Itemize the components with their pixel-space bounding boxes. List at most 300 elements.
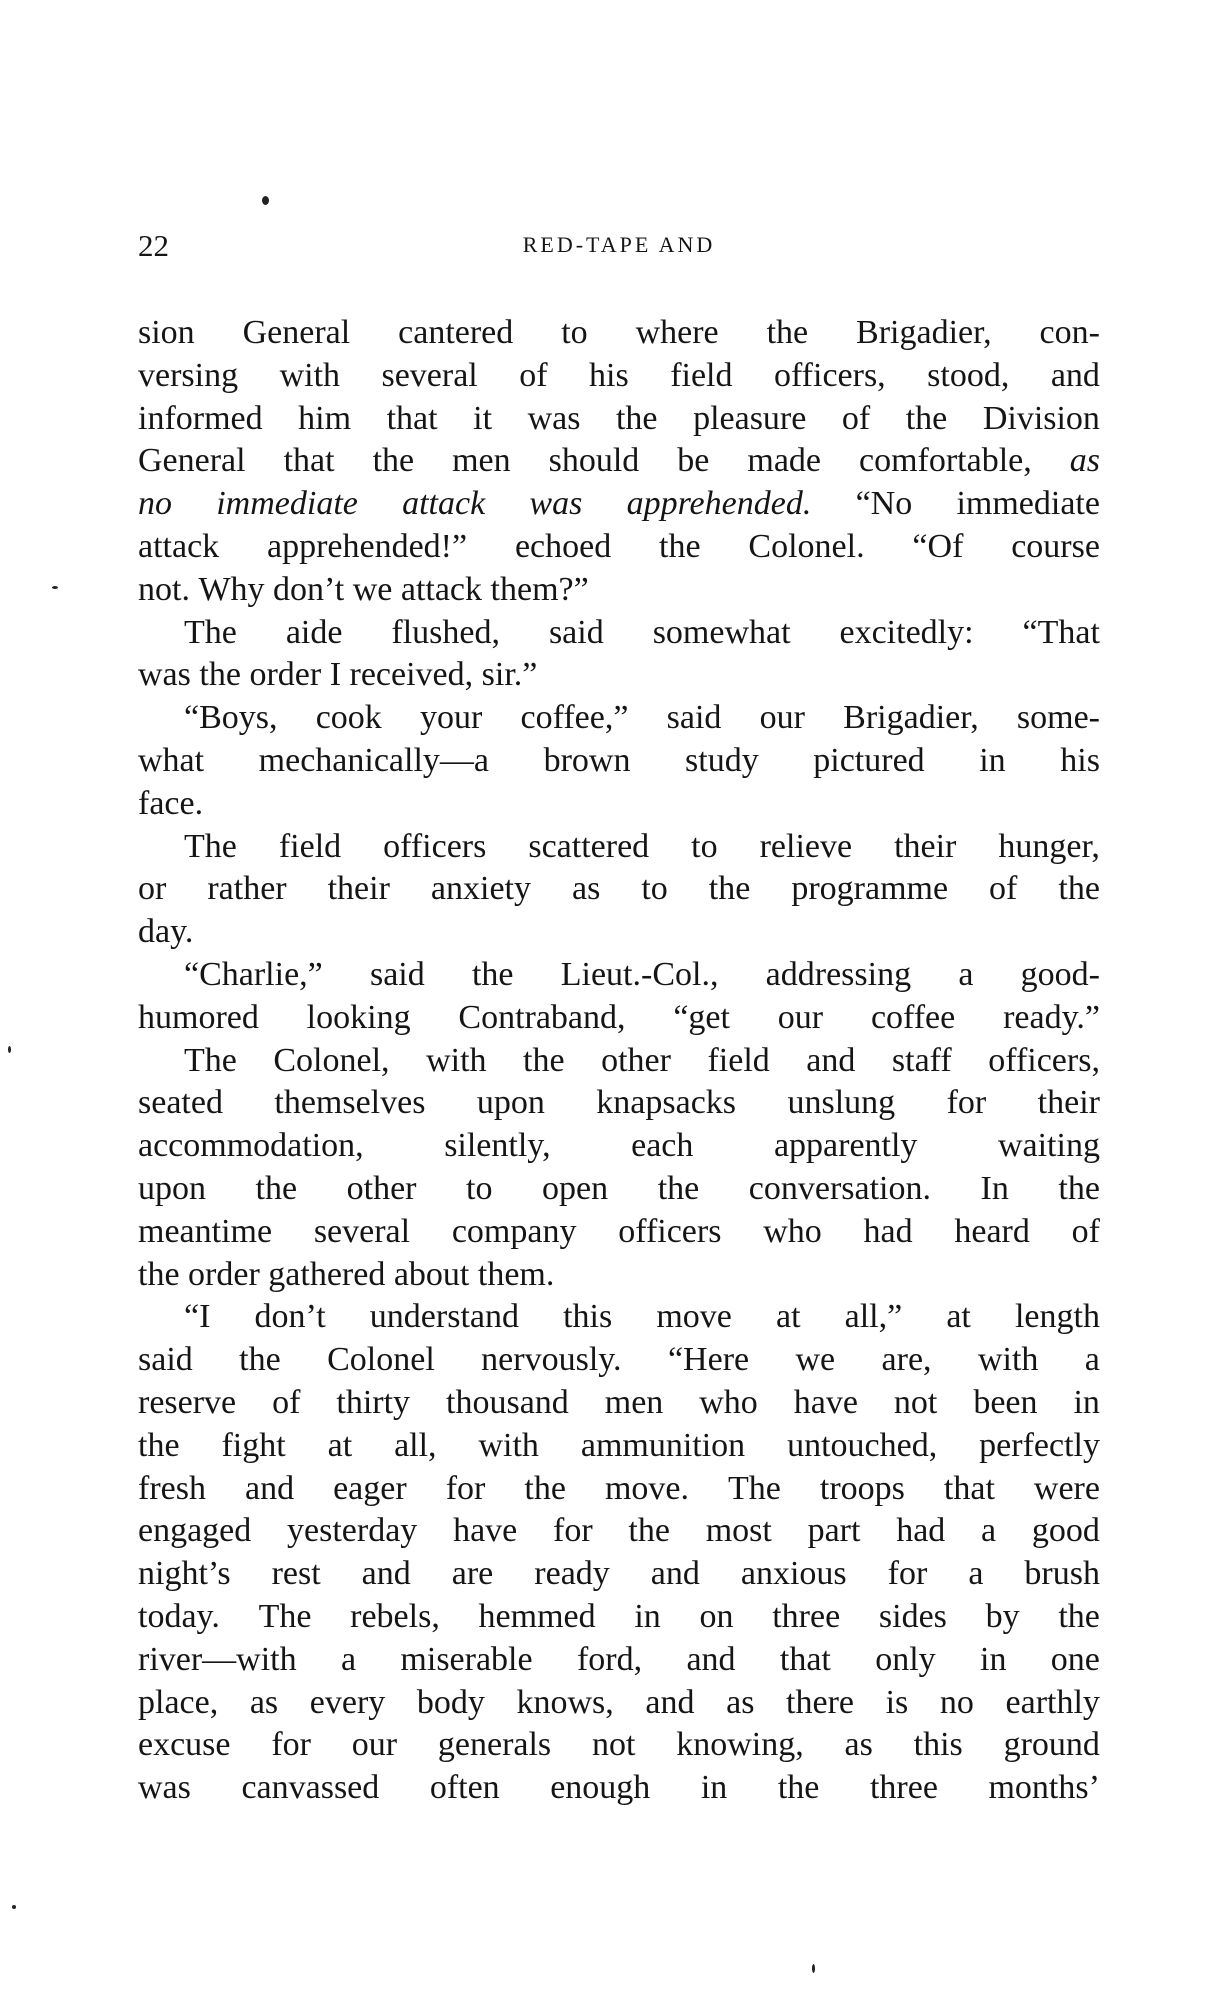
word: the: [471, 955, 514, 993]
word: for: [887, 1555, 928, 1593]
word: three: [772, 1597, 841, 1635]
word: said: [138, 1341, 193, 1379]
word: where: [635, 314, 719, 351]
word: as: [1069, 442, 1100, 480]
word: hunger,: [998, 827, 1100, 865]
text-line: [138, 997, 1100, 1040]
word: and: [1050, 356, 1100, 394]
word: stood,: [927, 356, 1010, 394]
word: of: [1071, 1212, 1100, 1250]
word: Brigadier,: [843, 699, 979, 737]
word: fight: [221, 1426, 286, 1464]
word: men: [452, 442, 511, 480]
word: to: [641, 870, 668, 908]
word: the: [766, 314, 809, 351]
word: this: [563, 1298, 613, 1336]
word: brush: [1024, 1555, 1100, 1593]
word: immediate: [956, 485, 1100, 523]
word: anxiety: [430, 870, 531, 908]
word: was: [138, 1769, 191, 1807]
word: “I: [184, 1298, 211, 1336]
word: several: [381, 356, 478, 394]
word: about: [393, 1255, 470, 1293]
word: several: [313, 1212, 411, 1250]
word: good: [1031, 1512, 1100, 1550]
word: other: [346, 1169, 417, 1207]
word: unslung: [787, 1084, 896, 1122]
word: ammunition: [580, 1426, 746, 1464]
word: that: [283, 442, 335, 480]
text-line: [138, 1082, 1100, 1125]
word: today.: [138, 1597, 220, 1635]
word: don’t: [273, 570, 345, 608]
word: one: [1050, 1640, 1100, 1678]
text-line: [138, 398, 1100, 441]
word: for: [946, 1084, 987, 1122]
word: Colonel.: [748, 527, 865, 565]
word: said: [548, 613, 604, 651]
word: miserable: [400, 1640, 533, 1678]
word: on: [699, 1597, 734, 1635]
word: the: [1058, 1169, 1100, 1207]
word: field: [670, 356, 733, 394]
word: company: [451, 1212, 577, 1250]
word: of: [272, 1383, 301, 1421]
word: river—with: [138, 1640, 297, 1678]
word: a: [958, 955, 974, 993]
word: our: [777, 998, 824, 1036]
word: canvassed: [241, 1769, 380, 1807]
word: Lieut.-Col.,: [560, 955, 719, 993]
word: to: [691, 827, 718, 865]
page-number: 22: [138, 228, 169, 263]
word: pleasure: [693, 399, 807, 437]
text-line: [138, 312, 1100, 355]
word: a: [1084, 1341, 1100, 1379]
word: we: [352, 570, 393, 608]
word: not: [893, 1383, 938, 1421]
word: Colonel: [327, 1341, 435, 1379]
word: con-: [1039, 314, 1100, 351]
word: face.: [138, 784, 204, 822]
word: knows,: [516, 1683, 614, 1721]
word: their: [327, 870, 390, 908]
word: The: [728, 1469, 781, 1507]
text-line: [138, 1724, 1100, 1767]
word: “No: [855, 485, 913, 523]
word: in: [700, 1769, 728, 1807]
word: as: [726, 1683, 755, 1721]
word: that: [943, 1469, 995, 1507]
word: was: [527, 399, 581, 437]
word: was: [138, 656, 191, 694]
word: his: [1060, 741, 1100, 779]
word: them.: [477, 1255, 555, 1293]
word: excitedly:: [839, 613, 974, 651]
word: accommodation,: [138, 1127, 364, 1165]
word: generals: [437, 1726, 552, 1764]
text-line: [138, 1425, 1100, 1468]
word: Why: [198, 570, 265, 608]
word: the: [138, 1255, 180, 1293]
word: each: [631, 1127, 694, 1165]
word: there: [786, 1683, 854, 1721]
text-line: [138, 355, 1100, 398]
word: order: [249, 656, 322, 694]
word: yesterday: [287, 1512, 418, 1550]
word: study: [685, 741, 759, 779]
word: field: [707, 1041, 770, 1079]
word: “Boys,: [184, 699, 278, 737]
word: “get: [673, 998, 730, 1036]
word: and: [244, 1469, 295, 1507]
word: themselves: [274, 1084, 426, 1122]
word: relieve: [759, 827, 853, 865]
word: gathered: [268, 1255, 386, 1293]
word: are: [451, 1555, 494, 1593]
word: somewhat: [652, 613, 791, 651]
word: good-: [1020, 955, 1100, 993]
word: be: [677, 442, 710, 480]
text-line: [138, 697, 1100, 740]
text-line: [138, 483, 1100, 526]
word: meantime: [138, 1212, 273, 1250]
word: no: [939, 1683, 974, 1721]
word: perfectly: [979, 1426, 1100, 1464]
text-line: [138, 1296, 1100, 1339]
word: at: [946, 1298, 971, 1336]
word: staff: [891, 1041, 952, 1079]
word: “Here: [667, 1341, 750, 1379]
text-line: [138, 826, 1100, 869]
word: “Charlie,”: [184, 955, 323, 993]
word: in: [980, 1640, 1007, 1678]
word: length: [1014, 1298, 1100, 1336]
word: body: [416, 1683, 485, 1721]
word: most: [705, 1512, 772, 1550]
word: The: [184, 1041, 237, 1079]
word: men: [604, 1383, 664, 1421]
text-line: [138, 1682, 1100, 1725]
word: at: [327, 1426, 353, 1464]
word: what: [138, 741, 205, 779]
word: not.: [138, 570, 190, 608]
word: our: [351, 1726, 398, 1764]
word: understand: [369, 1298, 519, 1336]
word: the: [523, 1041, 565, 1079]
word: looking: [306, 998, 411, 1036]
word: comfortable,: [859, 442, 1032, 480]
word: General: [242, 314, 351, 351]
word: reserve: [138, 1383, 237, 1421]
word: enough: [550, 1769, 651, 1807]
word: engaged: [138, 1512, 252, 1550]
word: conversation.: [748, 1169, 931, 1207]
running-head: [138, 228, 1100, 268]
word: for: [271, 1726, 311, 1764]
word: course: [1011, 527, 1100, 565]
word: your: [420, 699, 483, 737]
word: cook: [315, 699, 382, 737]
word: Brigadier,: [856, 314, 992, 351]
word: knapsacks: [596, 1084, 737, 1122]
word: often: [429, 1769, 500, 1807]
word: the: [138, 1426, 180, 1464]
text-line: [138, 1767, 1100, 1810]
word: as: [249, 1683, 279, 1721]
text-line: [138, 1040, 1100, 1083]
word: received,: [349, 656, 474, 694]
word: who: [699, 1383, 758, 1421]
word: scattered: [528, 827, 650, 865]
word: rebels,: [350, 1597, 440, 1635]
word: In: [980, 1169, 1009, 1207]
word: rest: [271, 1555, 321, 1593]
word: to: [466, 1169, 493, 1207]
word: upon: [138, 1169, 206, 1207]
word: every: [309, 1683, 386, 1721]
word: eager: [333, 1469, 407, 1507]
word: all,”: [844, 1298, 903, 1336]
word: them?”: [490, 570, 589, 608]
word: apprehended.: [626, 485, 812, 523]
word: “That: [1022, 613, 1100, 651]
ink-speck: [812, 1964, 815, 1973]
word: nervously.: [481, 1341, 622, 1379]
word: our: [759, 699, 805, 737]
word: only: [875, 1640, 936, 1678]
word: said: [369, 955, 425, 993]
word: the: [1058, 870, 1100, 908]
word: The: [184, 827, 237, 865]
text-line: [138, 440, 1100, 483]
running-title: RED-TAPE AND: [522, 232, 716, 257]
word: mechanically—a: [258, 741, 489, 779]
word: this: [913, 1726, 963, 1764]
word: Colonel,: [273, 1041, 390, 1079]
word: of: [841, 399, 871, 437]
word: The: [184, 613, 237, 651]
text-line: [138, 1596, 1100, 1639]
text-line: [138, 1468, 1100, 1511]
word: that: [779, 1640, 831, 1678]
word: excuse: [138, 1726, 231, 1764]
word: fresh: [138, 1469, 206, 1507]
word: the: [255, 1169, 298, 1207]
text-line: [138, 1125, 1100, 1168]
ink-speck: [12, 1905, 16, 1909]
word: the: [239, 1341, 281, 1379]
word: I: [329, 656, 342, 694]
word: and: [686, 1640, 736, 1678]
word: hemmed: [478, 1597, 596, 1635]
word: with: [478, 1426, 539, 1464]
word: ready: [534, 1555, 610, 1593]
text-line: [138, 612, 1100, 655]
word: and: [650, 1555, 700, 1593]
word: humored: [138, 998, 259, 1036]
word: knowing,: [676, 1726, 804, 1764]
text-line: [138, 868, 1100, 911]
word: attack: [400, 570, 483, 608]
word: of: [519, 356, 548, 394]
text-line: [138, 1211, 1100, 1254]
text-line: [138, 1382, 1100, 1425]
text-line: [138, 1510, 1100, 1553]
word: echoed: [514, 527, 612, 565]
word: officers: [618, 1212, 722, 1250]
word: we: [795, 1341, 836, 1379]
word: and: [645, 1683, 695, 1721]
word: move: [656, 1298, 732, 1336]
word: have: [453, 1512, 518, 1550]
word: thousand: [446, 1383, 569, 1421]
text-line: [138, 1254, 1100, 1297]
word: for: [445, 1469, 486, 1507]
word: day.: [138, 913, 194, 951]
ink-speck: [52, 586, 58, 589]
word: some-: [1016, 699, 1100, 737]
word: not: [591, 1726, 636, 1764]
text-line: [138, 740, 1100, 783]
word: sides: [878, 1597, 947, 1635]
word: don’t: [254, 1298, 326, 1336]
word: was: [529, 485, 583, 523]
word: their: [894, 827, 957, 865]
word: night’s: [138, 1555, 231, 1593]
word: officers: [383, 827, 487, 865]
word: as: [844, 1726, 873, 1764]
word: waiting: [997, 1127, 1100, 1165]
word: programme: [791, 870, 949, 908]
word: in: [634, 1597, 661, 1635]
word: seated: [138, 1084, 223, 1122]
ink-speck: [262, 196, 269, 205]
word: aide: [285, 613, 343, 651]
text-line: [138, 911, 1100, 954]
word: informed: [138, 399, 263, 437]
word: General: [138, 442, 246, 480]
word: attack: [138, 527, 220, 565]
word: brown: [543, 741, 631, 779]
word: coffee: [870, 998, 956, 1036]
word: ground: [1003, 1726, 1100, 1764]
word: for: [553, 1512, 593, 1550]
word: the: [777, 1769, 820, 1807]
word: with: [279, 356, 341, 394]
word: at: [775, 1298, 801, 1336]
word: field: [278, 827, 342, 865]
word: move.: [604, 1469, 689, 1507]
word: part: [807, 1512, 861, 1550]
word: made: [747, 442, 822, 480]
word: their: [1037, 1084, 1100, 1122]
word: place,: [138, 1683, 219, 1721]
word: ready.”: [1003, 998, 1100, 1036]
word: cantered: [398, 314, 514, 351]
text-line: [138, 1553, 1100, 1596]
word: the: [615, 399, 658, 437]
text-line: [138, 1639, 1100, 1682]
word: other: [601, 1041, 671, 1079]
word: rather: [207, 870, 287, 908]
word: flushed,: [391, 613, 500, 651]
word: coffee,”: [520, 699, 629, 737]
word: no: [138, 485, 172, 523]
word: the: [905, 399, 948, 437]
word: or: [138, 870, 167, 908]
ink-speck: [8, 1046, 11, 1053]
text-line: [138, 1339, 1100, 1382]
word: officers,: [773, 356, 886, 394]
word: a: [968, 1555, 984, 1593]
word: are,: [881, 1341, 932, 1379]
word: is: [885, 1683, 909, 1721]
word: the: [628, 1512, 670, 1550]
word: sir.”: [481, 656, 538, 694]
word: the: [708, 870, 751, 908]
word: have: [793, 1383, 858, 1421]
word: in: [979, 741, 1006, 779]
word: apprehended!”: [267, 527, 468, 565]
word: the: [657, 1169, 700, 1207]
text-line: [138, 1168, 1100, 1211]
word: troops: [819, 1469, 905, 1507]
word: were: [1033, 1469, 1100, 1507]
word: the: [524, 1469, 566, 1507]
word: that: [386, 399, 438, 437]
word: pictured: [813, 741, 925, 779]
word: untouched,: [787, 1426, 938, 1464]
word: apparently: [773, 1127, 918, 1165]
word: and: [361, 1555, 411, 1593]
text-line: [138, 783, 1100, 826]
word: immediate: [216, 485, 358, 523]
word: silently,: [444, 1127, 551, 1165]
word: it: [473, 399, 493, 437]
word: versing: [138, 356, 239, 394]
word: anxious: [740, 1555, 847, 1593]
word: all,: [394, 1426, 437, 1464]
word: his: [589, 356, 629, 394]
text-line: [138, 569, 1100, 612]
word: the: [372, 442, 415, 480]
word: earthly: [1005, 1683, 1100, 1721]
word: officers,: [988, 1041, 1100, 1079]
word: ford,: [576, 1640, 643, 1678]
word: three: [869, 1769, 938, 1807]
word: had: [863, 1212, 913, 1250]
word: been: [973, 1383, 1038, 1421]
word: Division: [982, 399, 1100, 437]
word: by: [985, 1597, 1020, 1635]
word: months’: [988, 1769, 1100, 1807]
word: sion: [138, 314, 195, 351]
word: thirty: [336, 1383, 411, 1421]
body-text: [138, 312, 1100, 1810]
word: Contraband,: [458, 998, 626, 1036]
word: the: [1058, 1597, 1100, 1635]
word: with: [977, 1341, 1039, 1379]
word: in: [1073, 1383, 1100, 1421]
word: had: [896, 1512, 946, 1550]
word: with: [426, 1041, 487, 1079]
word: a: [340, 1640, 357, 1678]
text-line: [138, 526, 1100, 569]
word: upon: [476, 1084, 545, 1122]
word: should: [548, 442, 640, 480]
word: who: [763, 1212, 822, 1250]
